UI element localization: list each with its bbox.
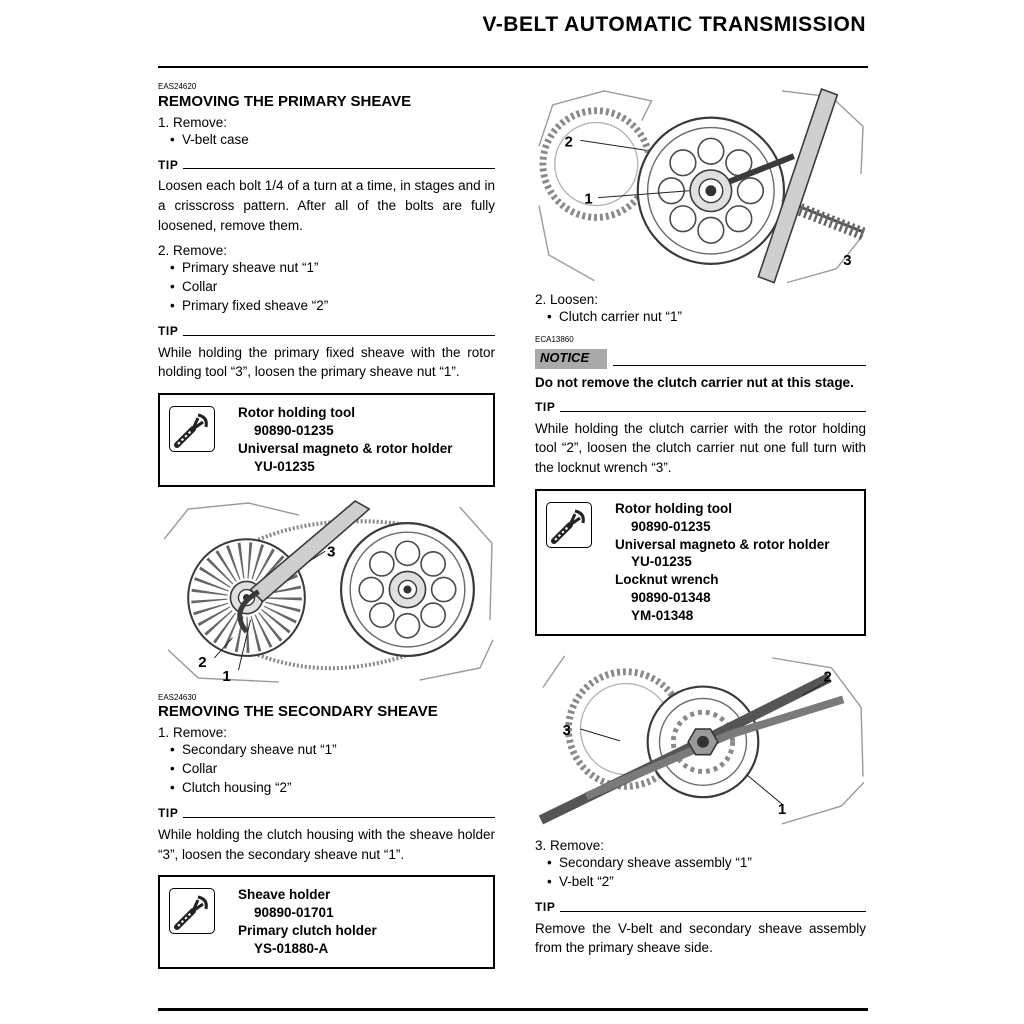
tool-part-number: YS-01880-A (254, 940, 329, 956)
tool-part-number: 90890-01235 (631, 518, 711, 534)
callout-2: 2 (823, 669, 832, 686)
tool-name: Sheave holder (238, 887, 331, 903)
list-item: • V-belt case (182, 131, 495, 150)
tool-part-number: YU-01235 (254, 458, 315, 474)
list-item: • Secondary sheave nut “1” (182, 741, 495, 760)
list-item: • Collar (182, 278, 495, 297)
tip-text: While holding the clutch carrier with the rotor holding tool “2”, loosen the clutch carrier nut one full turn with the locknut wrench “3”. (535, 420, 866, 476)
tool-part-number: 90890-01701 (254, 905, 334, 921)
step-label: 1. Remove: (158, 114, 228, 130)
bullet-list (535, 308, 866, 327)
footer-rule (158, 1008, 868, 1011)
page-title: V-BELT AUTOMATIC TRANSMISSION (482, 13, 866, 36)
tool-lines (224, 404, 453, 476)
list-item: • Primary sheave nut “1” (182, 259, 495, 278)
step-label: 2. Remove: (158, 243, 228, 259)
clutch-carrier-figure (535, 87, 866, 285)
header-rule (158, 66, 868, 68)
callout-3: 3 (327, 542, 336, 560)
notice-code: ECA13860 (535, 334, 574, 344)
special-tool-box (535, 489, 866, 637)
tool-name: Locknut wrench (615, 572, 719, 588)
special-tool-box (158, 393, 495, 487)
step-label: 2. Loosen: (535, 291, 599, 307)
tip-rule (560, 911, 866, 912)
section-heading-secondary-sheave: REMOVING THE SECONDARY SHEAVE (158, 703, 438, 721)
list-item: • Collar (182, 760, 495, 779)
bullet-list (158, 259, 495, 316)
tip-label: TIP (535, 899, 556, 914)
notice-heading (535, 349, 866, 368)
bullet-list (158, 741, 495, 798)
step-label: 3. Remove: (535, 838, 605, 854)
section-heading-primary-sheave: REMOVING THE PRIMARY SHEAVE (158, 92, 412, 110)
special-tool-icon (169, 888, 215, 934)
tip-heading (535, 401, 866, 415)
secondary-sheave-figure (535, 648, 866, 831)
list-item: • Primary fixed sheave “2” (182, 297, 495, 316)
tip-label: TIP (158, 323, 179, 338)
tip-label: TIP (158, 157, 179, 172)
primary-sheave-figure (158, 499, 495, 685)
tip-text: While holding the clutch housing with the sheave holder “3”, loosen the secondary sheave nut “1”. (158, 826, 495, 862)
callout-1: 1 (584, 191, 593, 208)
notice-rule (613, 365, 866, 366)
callout-1: 1 (222, 667, 231, 685)
tool-lines (224, 886, 377, 958)
list-item: • Clutch carrier nut “1” (559, 308, 866, 327)
tip-rule (183, 335, 495, 336)
step-label: 1. Remove: (158, 725, 228, 741)
tip-label: TIP (535, 400, 556, 415)
special-tool-box (158, 875, 495, 969)
tip-rule (560, 411, 866, 412)
tip-label: TIP (158, 806, 179, 821)
tool-part-number: 90890-01235 (254, 422, 334, 438)
tip-rule (183, 817, 495, 818)
callout-1: 1 (778, 802, 787, 819)
tool-name: Universal magneto & rotor holder (615, 536, 830, 552)
callout-3: 3 (843, 252, 852, 269)
list-item: • V-belt “2” (559, 873, 866, 892)
right-column (535, 80, 866, 981)
page-content (158, 80, 868, 981)
callout-2: 2 (198, 653, 207, 671)
tool-name: Rotor holding tool (238, 404, 355, 420)
tool-name: Rotor holding tool (615, 500, 732, 516)
list-item: • Clutch housing “2” (182, 779, 495, 798)
tool-name: Universal magneto & rotor holder (238, 440, 453, 456)
tip-text: While holding the primary fixed sheave with the rotor holding tool “3”, loosen the primary sheave nut “1”. (158, 344, 495, 380)
special-tool-icon (546, 502, 592, 548)
tool-part-number: YM-01348 (631, 608, 694, 624)
tip-text: Loosen each bolt 1/4 of a turn at a time, in stages and in a crisscross pattern. After all of the bolts are fully loosened, remove them. (158, 178, 495, 233)
callout-3: 3 (562, 723, 571, 740)
tip-heading (535, 901, 866, 915)
tip-text: Remove the V-belt and secondary sheave assembly from the primary sheave side. (535, 920, 866, 956)
tip-heading (158, 325, 495, 339)
tip-heading (158, 159, 495, 173)
tool-name: Primary clutch holder (238, 922, 377, 938)
bullet-list (158, 131, 495, 150)
section-code: EAS24630 (158, 692, 197, 702)
left-column (158, 80, 495, 981)
tip-rule (183, 168, 495, 169)
tool-lines (601, 500, 830, 626)
tool-part-number: YU-01235 (631, 554, 692, 570)
tool-part-number: 90890-01348 (631, 590, 711, 606)
notice-text: Do not remove the clutch carrier nut at this stage. (535, 374, 854, 390)
callout-2: 2 (564, 134, 573, 151)
section-code: EAS24620 (158, 82, 197, 91)
tip-heading (158, 807, 495, 821)
special-tool-icon (169, 406, 215, 452)
notice-label: NOTICE (535, 349, 607, 368)
bullet-list (535, 854, 866, 892)
list-item: • Secondary sheave assembly “1” (559, 854, 866, 873)
